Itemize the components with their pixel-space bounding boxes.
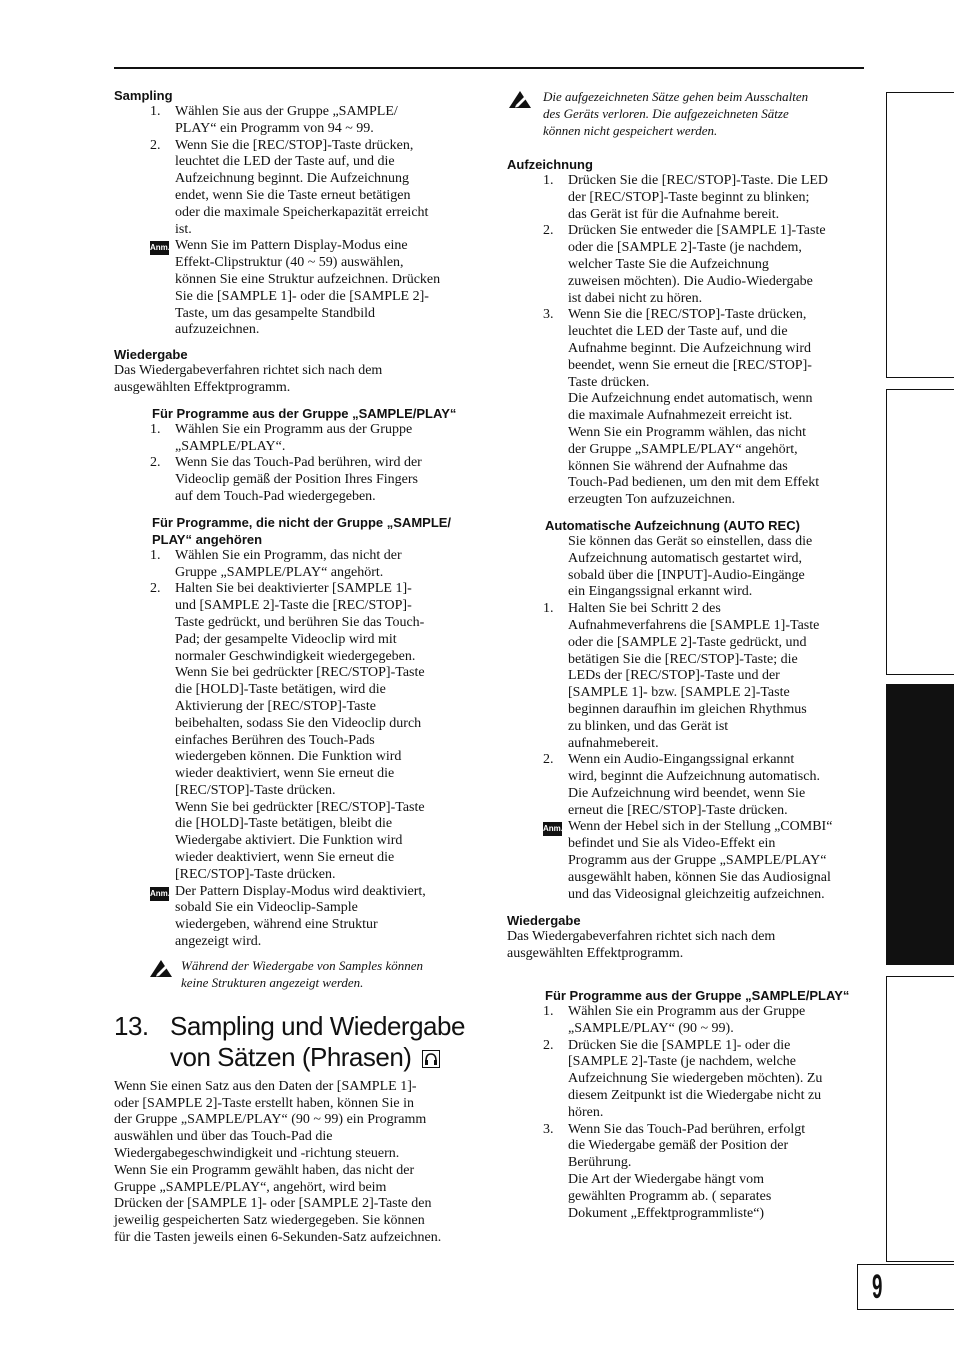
list-item-line: Wenn Sie das Touch-Pad berühren, erfolgt (568, 1121, 806, 1137)
sentence-warning (507, 88, 867, 139)
list-item (114, 581, 476, 883)
list-number: 2. (150, 581, 161, 597)
list-number: 1. (543, 601, 554, 617)
list-item-line: Wenn Sie die [REC/STOP]-Taste drücken, (175, 137, 414, 153)
playback-note-text (175, 884, 476, 951)
text-line: keine Strukturen angezeigt werden. (181, 974, 364, 990)
note-icon: Anm. (150, 887, 169, 901)
list-item-line: zu blinken, und das Gerät ist (568, 718, 729, 734)
text-line: Drücken der [SAMPLE 1]- oder [SAMPLE 2]-Taste den (114, 1196, 432, 1212)
list-item-line: [SAMPLE 2]-Taste (je nachdem, welche (568, 1054, 796, 1070)
list-item-line: Wählen Sie aus der Gruppe „SAMPLE/ (175, 104, 398, 119)
list-item-line: Drücken Sie die [REC/STOP]-Taste. Die LED (568, 173, 829, 188)
list-item-line: auf dem Touch-Pad wiedergegeben. (175, 488, 376, 504)
section-title (114, 1011, 476, 1073)
list-item-line: Die Aufzeichnung wird beendet, wenn Sie (568, 785, 806, 801)
list-item-line: diesem Zeitpunkt ist die Wiedergabe nicht zu (568, 1088, 822, 1104)
list-item-line: Aktivierung der [REC/STOP]-Taste (175, 698, 376, 714)
text-line: Während der Wiedergabe von Samples können (181, 957, 424, 973)
sentence-warning-text (543, 88, 867, 139)
list-item-line: ist dabei nicht zu hören. (568, 290, 703, 306)
list-item-line: beginnen daraufhin im gleichen Rhythmus (568, 701, 807, 717)
pencil-warning-icon (507, 88, 533, 110)
list-item-line: zuweisen möchten). Die Audio-Wiedergabe (568, 273, 813, 289)
list-item (507, 752, 867, 819)
playback-warning (114, 957, 476, 991)
text-line: Der Pattern Display-Modus wird deaktiviert, (175, 883, 426, 899)
list-item-line: Wenn Sie bei gedrückter [REC/STOP]-Taste (175, 799, 425, 815)
list-item-line: Aufzeichnung Sie wiedergeben möchten). Zu (568, 1071, 823, 1087)
list-item-line: wieder deaktiviert, wenn Sie erneut die (175, 766, 395, 782)
top-rule (114, 67, 864, 69)
sampling-note (114, 238, 476, 339)
list-item-line: gewählten Programm ab. ( separates (568, 1188, 772, 1204)
list-item-line: „SAMPLE/PLAY“. (175, 438, 286, 454)
list-item-line: Wenn Sie die [REC/STOP]-Taste drücken, (568, 307, 807, 323)
text-line: ausgewählten Effektprogramm. (114, 379, 291, 395)
playback-note (114, 884, 476, 951)
recording-note (507, 819, 867, 903)
recording-heading: Aufzeichnung (507, 157, 593, 172)
list-item-line: Berührung. (568, 1155, 632, 1171)
text-line: wiedergeben, während eine Struktur (175, 917, 378, 933)
list-item-line: oder die maximale Speicherkapazität erreicht (175, 204, 429, 220)
text-line: Das Wiedergabeverfahren richtet sich nach dem (114, 363, 383, 379)
list-item-line: die Wiedergabe gemäß der Position der (568, 1138, 789, 1154)
text-line: aufzuzeichnen. (175, 322, 260, 338)
list-item (507, 601, 867, 752)
list-item-line: Halten Sie bei deaktivierter [SAMPLE 1]- (175, 581, 412, 597)
list-item-line: oder die [SAMPLE 2]-Taste (je nachdem, (568, 240, 802, 256)
list-item-line: Wenn Sie ein Programm wählen, das nicht (568, 424, 806, 440)
list-item-line: Drücken Sie die [SAMPLE 1]- oder die (568, 1037, 791, 1053)
list-item-line: Wenn Sie das Touch-Pad berühren, wird der (175, 455, 422, 471)
text-line: Programm aus der Gruppe „SAMPLE/PLAY“ (568, 853, 827, 869)
list-item-line: leuchtet die LED der Taste auf, und die (568, 324, 788, 340)
text-line: Die aufgezeichneten Sätze gehen beim Ausschalten (543, 89, 809, 104)
auto-rec-heading: Automatische Aufzeichnung (AUTO REC) (545, 517, 800, 533)
list-item (507, 173, 867, 223)
list-item-line: Pad; der gesampelte Videoclip wird mit (175, 631, 397, 647)
list-item-line: wiedergeben können. Die Funktion wird (175, 749, 402, 765)
list-item-line: die [HOLD]-Taste betätigen, wird die (175, 682, 386, 698)
playback-warning-text (181, 957, 476, 991)
text-line: auswählen und über das Touch-Pad die (114, 1129, 333, 1145)
list-item-line: Die Art der Wiedergabe hängt vom (568, 1172, 765, 1188)
text-line: Sie die [SAMPLE 1]- oder die [SAMPLE 2]- (175, 288, 429, 304)
headphones-icon (422, 1050, 440, 1068)
text-line: befindet und Sie als Video-Effekt ein (568, 836, 776, 852)
list-number: 1. (150, 104, 161, 119)
list-item (114, 138, 476, 239)
list-number: 1. (150, 547, 161, 563)
list-item-line: welcher Taste Sie die Aufzeichnung (568, 256, 769, 272)
list-item-line: Taste drücken. (568, 374, 650, 390)
list-item-line: oder die [SAMPLE 2]-Taste gedrückt, und (568, 634, 807, 650)
list-number: 2. (543, 752, 554, 768)
sampling-note-text (175, 238, 476, 339)
list-item-line: Aufnahmeverfahrens die [SAMPLE 1]-Taste (568, 617, 820, 633)
list-item-line: Gruppe „SAMPLE/PLAY“ angehört. (175, 564, 384, 580)
list-item-line: der [REC/STOP]-Taste beginnt zu blinken; (568, 189, 810, 205)
group1-steps (114, 422, 476, 506)
list-item-line: ist. (175, 221, 192, 237)
text-line: Sie können das Gerät so einstellen, dass die (568, 533, 813, 549)
text-line: Das Wiedergabeverfahren richtet sich nach dem (507, 929, 776, 945)
list-item-line: Halten Sie bei Schritt 2 des (568, 601, 721, 617)
list-item-line: erzeugten Ton aufzuzeichnen. (568, 492, 736, 508)
text-line: Aufzeichnung automatisch gestartet wird, (568, 550, 803, 566)
list-number: 1. (543, 173, 554, 188)
list-item-line: Taste gedrückt, und berühren Sie das Touch- (175, 614, 425, 630)
text-line: ausgewählt haben, können Sie das Audiosignal (568, 869, 831, 885)
section-number: 13. (114, 1010, 149, 1041)
playback-heading: Wiedergabe (114, 347, 188, 363)
list-item (114, 455, 476, 505)
list-item-line: PLAY“ ein Programm von 94 ~ 99. (175, 120, 374, 136)
section-title-line2-wrap (170, 1042, 476, 1073)
list-item-line: Wählen Sie ein Programm, das nicht der (175, 547, 402, 563)
group2-heading (152, 514, 476, 548)
auto-rec-steps (507, 601, 867, 819)
right-playback-steps (507, 1004, 867, 1222)
list-item-line: einfaches Berühren des Touch-Pads (175, 732, 375, 748)
list-item-line: Aufnahme beginnt. Die Aufzeichnung wird (568, 340, 811, 356)
list-number: 2. (543, 223, 554, 239)
text-line: Wenn der Hebel sich in der Stellung „COMBI“ (568, 819, 833, 835)
list-item-line: betätigen Sie die [REC/STOP]-Taste; die (568, 651, 798, 667)
sampling-heading: Sampling (114, 88, 173, 103)
list-item-line: erneut die [REC/STOP]-Taste drücken. (568, 802, 788, 818)
group1-heading: Für Programme aus der Gruppe „SAMPLE/PLAY“ (152, 405, 457, 421)
right-column (507, 88, 867, 1222)
text-line: sobald Sie ein Videoclip-Sample (175, 900, 358, 916)
list-item-line: Die Aufzeichnung endet automatisch, wenn (568, 391, 813, 407)
text-line: jeweilig gespeicherten Satz wiedergegeben. Sie können (114, 1213, 425, 1229)
text-line: Wenn Sie ein Programm gewählt haben, das nicht der (114, 1162, 415, 1178)
list-item-line: der Gruppe „SAMPLE/PLAY“ angehört, (568, 441, 798, 457)
auto-rec-intro (507, 534, 867, 601)
note-icon: Anm. (543, 822, 562, 836)
list-number: 2. (150, 137, 161, 153)
list-item-line: Aufzeichnung beginnt. Die Aufzeichnung (175, 171, 410, 187)
page-number-box (857, 1264, 954, 1310)
list-item-line: Drücken Sie entweder die [SAMPLE 1]-Taste (568, 223, 826, 239)
text-line: Wiedergabegeschwindigkeit und -richtung steuern. (114, 1146, 400, 1162)
list-item-line: beendet, wenn Sie erneut die [REC/STOP]- (568, 357, 812, 373)
text-line: für die Tasten jeweils einen 6-Sekunden-Satz aufzeichnen. (114, 1230, 442, 1246)
list-item (507, 307, 867, 509)
text-line: des Geräts verloren. Die aufgezeichneten Sätze (543, 106, 789, 121)
list-item-line: die [HOLD]-Taste betätigen, bleibt die (175, 816, 393, 832)
list-item (507, 1122, 867, 1223)
text-line: ausgewählten Effektprogramm. (507, 946, 684, 962)
side-tab-1[interactable] (886, 92, 954, 378)
list-item (114, 548, 476, 582)
text-line: angezeigt wird. (175, 934, 262, 950)
left-column (114, 88, 476, 1247)
text-line: Wenn Sie im Pattern Display-Modus eine (175, 238, 408, 254)
pencil-warning-icon (148, 957, 174, 979)
list-item-line: normaler Geschwindigkeit wiedergegeben. (175, 648, 416, 664)
right-playback-intro (507, 929, 867, 963)
list-item-line: Videoclip gemäß der Position Ihres Fingers (175, 472, 418, 488)
recording-note-text (568, 819, 867, 903)
section-title-line2: von Sätzen (Phrasen) (170, 1041, 412, 1072)
list-item-line: [REC/STOP]-Taste drücken. (175, 782, 336, 798)
list-item-line: Wiedergabe aktiviert. Die Funktion wird (175, 833, 403, 849)
list-item-line: wird, beginnt die Aufzeichnung automatisch. (568, 769, 820, 785)
side-tab-2[interactable] (886, 389, 954, 675)
page-number: 9 (872, 1268, 883, 1306)
list-number: 3. (543, 1121, 554, 1137)
list-number: 2. (150, 455, 161, 471)
list-item-line: hören. (568, 1104, 604, 1120)
text-line: Taste, um das gesampelte Standbild (175, 305, 376, 321)
list-number: 1. (150, 421, 161, 437)
list-item-line: Dokument „Effektprogrammliste“) (568, 1205, 765, 1221)
text-line: und das Videosignal gleichzeitig aufzeichnen. (568, 886, 825, 902)
list-item-line: Wählen Sie ein Programm aus der Gruppe (568, 1004, 806, 1020)
list-item-line: und [SAMPLE 2]-Taste die [REC/STOP]- (175, 598, 412, 614)
note-icon: Anm. (150, 241, 169, 255)
list-item-line: Wählen Sie ein Programm aus der Gruppe (175, 421, 413, 437)
text-line: können Sie eine Struktur aufzeichnen. Drücken (175, 271, 441, 287)
list-item-line: Wenn Sie bei gedrückter [REC/STOP]-Taste (175, 665, 425, 681)
group2-heading-line1: Für Programme, die nicht der Gruppe „SAMPLE/ (152, 514, 452, 530)
list-item-line: leuchtet die LED der Taste auf, und die (175, 154, 395, 170)
side-tab-4[interactable] (886, 976, 954, 1262)
list-number: 2. (543, 1037, 554, 1053)
text-line: der Gruppe „SAMPLE/PLAY“ (90 ~ 99) ein Programm (114, 1112, 427, 1128)
list-item-line: die maximale Aufnahmezeit erreicht ist. (568, 408, 793, 424)
text-line: ein Eingangssignal erkannt wird. (568, 584, 753, 600)
section-body (114, 1079, 476, 1247)
list-number: 1. (543, 1004, 554, 1020)
list-number: 3. (543, 307, 554, 323)
group2-steps (114, 548, 476, 884)
group2-heading-line2: PLAY“ angehören (152, 531, 263, 547)
list-item (507, 1038, 867, 1122)
sampling-steps (114, 104, 476, 238)
text-line: oder [SAMPLE 2]-Taste erstellt haben, können Sie in (114, 1095, 414, 1111)
playback-intro (114, 363, 476, 397)
list-item-line: [SAMPLE 1]- bzw. [SAMPLE 2]-Taste (568, 685, 790, 701)
list-item (507, 1004, 867, 1038)
list-item-line: Wenn ein Audio-Eingangssignal erkannt (568, 752, 795, 768)
list-item-line: endet, wenn Sie die Taste erneut betätigen (175, 187, 411, 203)
text-line: Effekt-Clipstruktur (40 ~ 59) auswählen, (175, 255, 404, 271)
list-item-line: „SAMPLE/PLAY“ (90 ~ 99). (568, 1020, 734, 1036)
list-item-line: beibehalten, sodass Sie den Videoclip durch (175, 715, 422, 731)
list-item-line: Touch-Pad bedienen, um den mit dem Effekt (568, 475, 820, 491)
list-item-line: das Gerät ist für die Aufnahme bereit. (568, 206, 780, 222)
list-item-line: wieder deaktiviert, wenn Sie erneut die (175, 850, 395, 866)
list-item-line: [REC/STOP]-Taste drücken. (175, 866, 336, 882)
list-item-line: LEDs der [REC/STOP]-Taste und der (568, 668, 780, 684)
side-tab-3-active[interactable] (886, 684, 954, 965)
text-line: Gruppe „SAMPLE/PLAY“, angehört, wird beim (114, 1179, 387, 1195)
section-title-line1: Sampling und Wiedergabe (170, 1010, 465, 1041)
text-line: sobald über die [INPUT]-Audio-Eingänge (568, 567, 805, 583)
right-playback-heading: Wiedergabe (507, 913, 581, 929)
list-item-line: aufnahmebereit. (568, 735, 659, 751)
list-item-line: können Sie während der Aufnahme das (568, 458, 788, 474)
right-group-heading: Für Programme aus der Gruppe „SAMPLE/PLAY“ (545, 988, 850, 1004)
text-line: Wenn Sie einen Satz aus den Daten der [SAMPLE 1]- (114, 1078, 417, 1094)
list-item (114, 422, 476, 456)
recording-steps (507, 173, 867, 509)
list-item (507, 223, 867, 307)
list-item (114, 104, 476, 138)
text-line: können nicht gespeichert werden. (543, 123, 718, 138)
